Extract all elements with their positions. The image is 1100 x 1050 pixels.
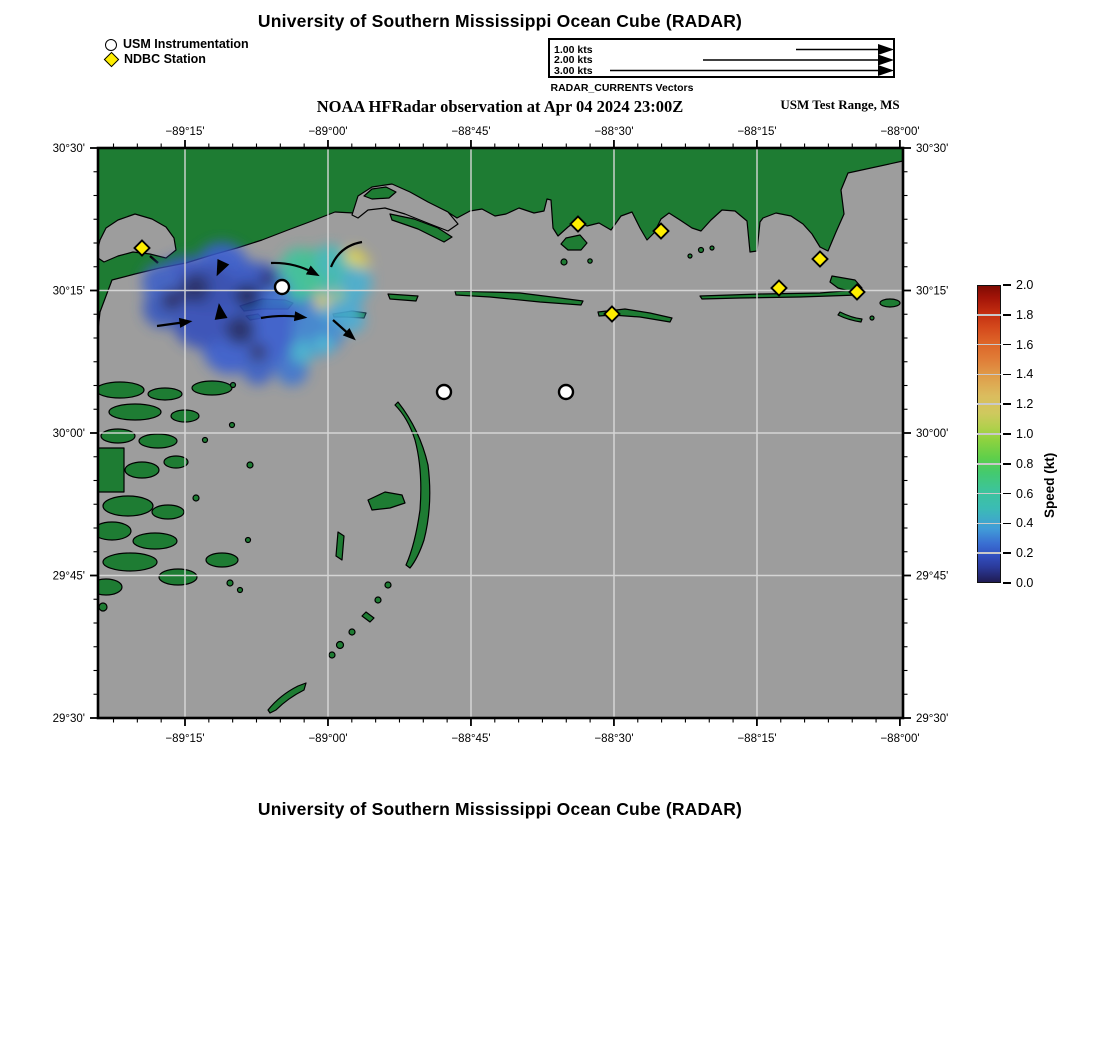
speed-patch [290,340,314,364]
lon-tick-label: −88°15' [737,733,777,745]
vector-scale-arrowhead [878,65,893,76]
top-title: University of Southern Mississippi Ocean Cube (RADAR) [257,11,743,31]
colorbar-tick [1003,463,1011,465]
colorbar-tick-label: 0.2 [1016,546,1034,561]
lat-tick-label: 29°45' [916,570,949,583]
lon-tick-label: −88°15' [737,126,777,138]
speed-patch [356,255,370,269]
range-label: USM Test Range, MS [780,97,900,112]
vector-scale-label: 2.00 kts [554,54,593,66]
colorbar-gridline [977,433,1001,435]
colorbar-tick [1003,374,1011,376]
lat-tick-label: 30°30' [52,143,85,155]
vector-scale-arrowhead [878,44,893,55]
lon-tick-label: −88°30' [594,733,634,745]
colorbar-tick [1003,493,1011,495]
lon-tick-label: −88°00' [880,733,920,745]
colorbar-gridline [977,493,1001,495]
observation-subtitle: NOAA HFRadar observation at Apr 04 2024 23:00Z [316,97,684,116]
speed-patch [161,289,183,311]
lon-tick-label: −89°00' [308,126,348,138]
legend-usm-label: USM Instrumentation [123,37,249,51]
lon-tick-label: −88°30' [594,126,634,138]
usm-circle-icon [105,39,117,51]
colorbar-tick-label: 2.0 [1016,278,1034,292]
colorbar-tick [1003,582,1011,584]
vector-scale-arrowhead [878,55,893,66]
speed-patch [332,290,344,302]
lat-tick-label: 30°15' [52,285,85,298]
bottom-title: University of Southern Mississippi Ocean Cube (RADAR) [257,799,743,819]
colorbar-tick-label: 0.8 [1016,456,1034,471]
colorbar-tick-label: 0.0 [1016,576,1034,590]
lat-tick-label: 30°15' [916,285,949,298]
vector-scale-label: 3.00 kts [554,64,593,77]
speed-patch [225,315,255,345]
usm-instrumentation-marker [559,385,573,399]
colorbar-gridline [977,523,1001,525]
colorbar-tick-label: 1.2 [1016,397,1034,412]
colorbar-tick-label: 1.0 [1016,427,1034,441]
lat-tick-label: 30°00' [52,428,85,440]
ndbc-diamond-icon [104,52,120,68]
lon-tick-label: −88°45' [451,733,491,745]
lon-tick-label: −88°45' [451,126,491,138]
vector-scale-label: 1.00 kts [554,43,593,56]
colorbar-tick [1003,523,1011,525]
lon-tick-label: −88°00' [880,126,920,138]
colorbar-gridline [977,403,1001,405]
lat-tick-label: 30°30' [916,143,949,155]
colorbar-label: Speed (kt) [1042,452,1057,518]
lat-tick-label: 29°45' [52,570,85,583]
colorbar-gridline [977,374,1001,376]
colorbar-tick-label: 1.8 [1016,307,1034,322]
legend-ndbc-label: NDBC Station [124,52,206,66]
colorbar-tick [1003,403,1011,405]
usm-instrumentation-marker [275,280,289,294]
vector-scale-caption: RADAR_CURRENTS Vectors [550,82,694,94]
speed-patch [249,343,267,361]
lon-tick-label: −89°15' [165,126,205,138]
lat-tick-label: 29°30' [52,713,85,725]
speed-patch [234,283,260,309]
colorbar-gridline [977,463,1001,465]
colorbar-tick-label: 0.4 [1016,516,1034,531]
colorbar-tick [1003,433,1011,435]
colorbar-gridline [977,314,1001,316]
colorbar-gridline [977,552,1001,554]
vector-scale-box [548,38,895,78]
usm-instrumentation-marker [437,385,451,399]
legend-usm [105,37,249,52]
lat-tick-label: 30°00' [916,428,949,440]
colorbar-tick-label: 0.6 [1016,486,1034,501]
colorbar-tick [1003,284,1011,286]
lat-tick-label: 29°30' [916,713,949,725]
colorbar-tick-label: 1.4 [1016,367,1034,382]
colorbar-tick [1003,552,1011,554]
colorbar-tick-label: 1.6 [1016,337,1034,352]
colorbar-tick [1003,344,1011,346]
lon-tick-label: −89°15' [165,733,205,745]
lon-tick-label: −89°00' [308,733,348,745]
colorbar-gridline [977,344,1001,346]
legend-ndbc [105,52,206,67]
vector-scale-arrows [550,40,893,76]
speed-patch [315,335,333,353]
colorbar-tick [1003,314,1011,316]
